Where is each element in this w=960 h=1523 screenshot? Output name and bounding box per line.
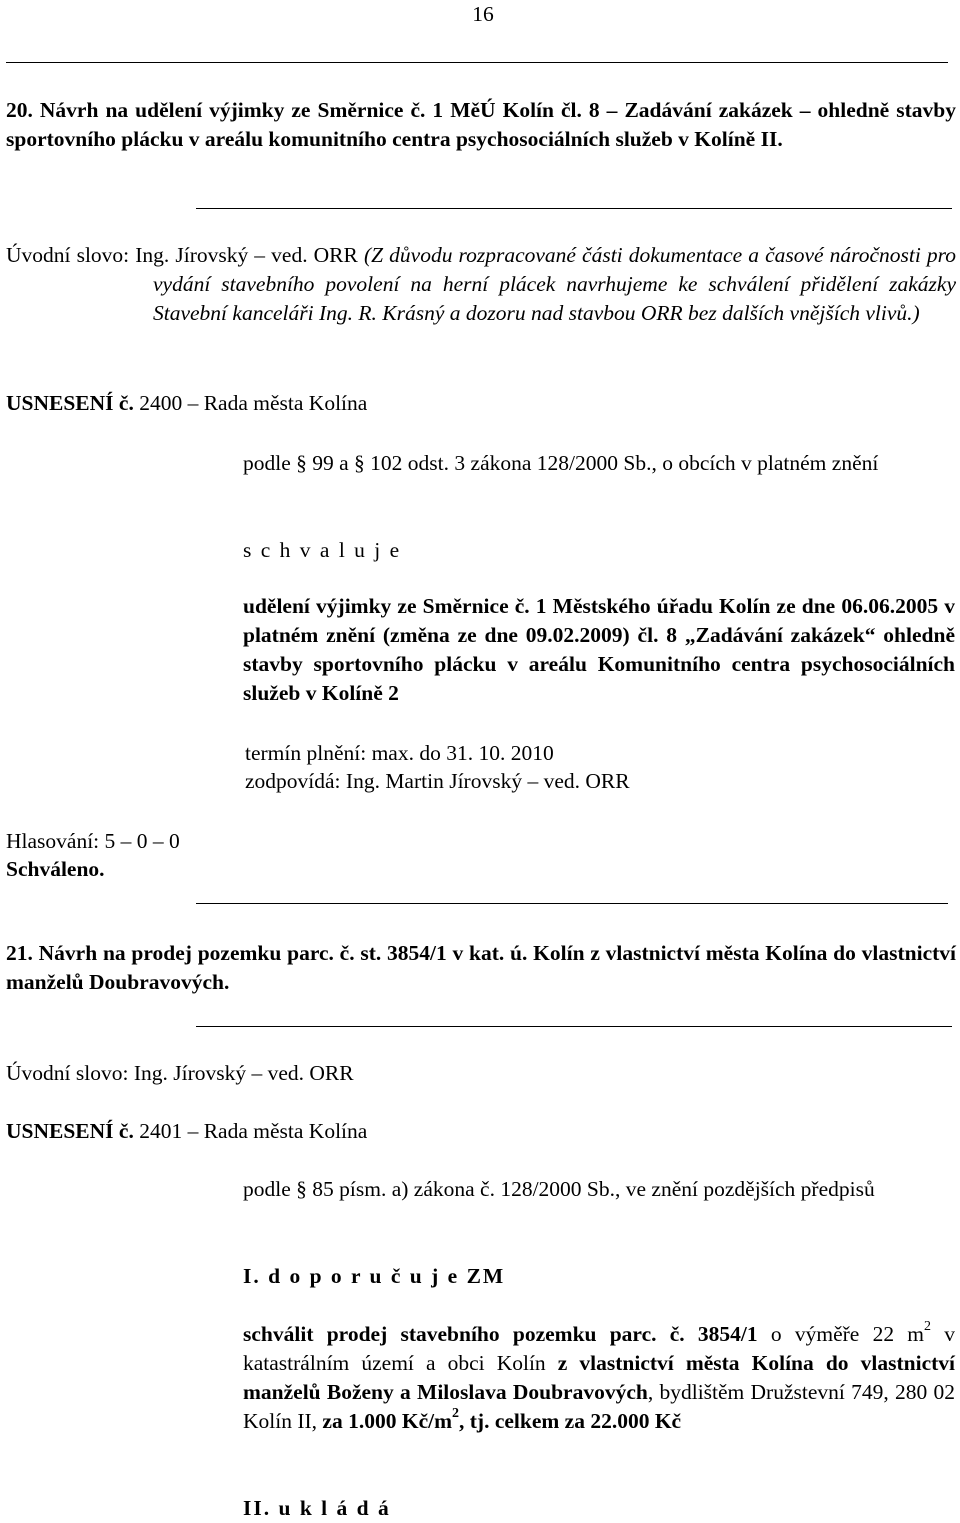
responsible: zodpovídá: Ing. Martin Jírovský – ved. ORR: [245, 769, 630, 793]
resolution-number: 2400 – Rada města Kolína: [139, 391, 368, 415]
separator-line: [196, 208, 952, 209]
resolution-verb-recommend: I. d o p o r u č u j e ZM: [243, 1264, 506, 1288]
superscript: 2: [924, 1318, 932, 1334]
decision-text: o výměře 22 m: [770, 1322, 925, 1346]
resolution-number: 2401 – Rada města Kolína: [139, 1119, 368, 1143]
intro-label: Úvodní slovo: Ing. Jírovský – ved. ORR: [6, 243, 358, 267]
resolution-label: USNESENÍ č.: [6, 391, 134, 415]
decision-text: , tj. celkem za 22.000 Kč: [459, 1409, 682, 1433]
separator-line: [196, 1026, 952, 1027]
legal-basis: podle § 99 a § 102 odst. 3 zákona 128/2000 Sb., o obcích v platném znění: [243, 451, 879, 475]
resolution-verb-instruct: II. u k l á d á: [243, 1496, 391, 1520]
resolution-title: [6, 1117, 367, 1146]
decision-text: v katastrálním území a obci Kolín: [243, 1322, 956, 1375]
legal-basis: podle § 85 písm. a) zákona č. 128/2000 Sb., ve znění pozdějších předpisů: [243, 1177, 875, 1201]
resolution-label: USNESENÍ č.: [6, 1119, 134, 1143]
separator-line: [6, 62, 948, 63]
deadline: termín plnění: max. do 31. 10. 2010: [245, 741, 554, 765]
page-number: 16: [472, 2, 494, 26]
item-21-intro: Úvodní slovo: Ing. Jírovský – ved. ORR: [6, 1061, 354, 1085]
intro-note: (Z důvodu rozpracované části dokumentace a časové náročnosti pro vydání stavebního povolení na herní plácek navrhujeme ke schválení přidělení zakázky Stavební kanceláři Ing. R. Krásný a dozoru nad stavbou ORR bez dalších vnějších vlivů.): [153, 243, 957, 325]
resolution-decision: [243, 1320, 955, 1436]
resolution-decision: udělení výjimky ze Směrnice č. 1 Městského úřadu Kolín ze dne 06.06.2005 v platném znění (změna ze dne 09.02.2009) čl. 8 „Zadávání zakázek“ ohledně stavby sportovního plácku v areálu Komunitního centra psychosociálních služeb v Kolíně 2: [243, 594, 955, 705]
item-20-heading: 20. Návrh na udělení výjimky ze Směrnice č. 1 MěÚ Kolín čl. 8 – Zadávání zakázek – ohledně stavby sportovního plácku v areálu komunitního centra psychosociálních služeb v Kolíně II.: [6, 98, 956, 151]
superscript: 2: [452, 1405, 459, 1421]
resolution-title: [6, 389, 367, 418]
approval-status: Schváleno.: [6, 857, 105, 881]
item-20-intro: [6, 241, 956, 328]
decision-text: schválit prodej stavebního pozemku parc. č. 3854/1: [243, 1322, 758, 1346]
decision-text: z vlastnictví města Kolína do vlastnictví manželů Boženy a Miloslava Doubravových: [243, 1351, 955, 1404]
decision-text: za 1.000 Kč/m: [322, 1409, 452, 1433]
separator-line: [196, 903, 948, 904]
item-21-heading: 21. Návrh na prodej pozemku parc. č. st. 3854/1 v kat. ú. Kolín z vlastnictví města Kolína do vlastnictví manželů Doubravových.: [6, 941, 956, 994]
vote-result: Hlasování: 5 – 0 – 0: [6, 829, 180, 853]
resolution-verb: s c h v a l u j e: [243, 538, 402, 562]
decision-text: , bydlištěm Družstevní 749, 280 02 Kolín II,: [243, 1380, 955, 1433]
